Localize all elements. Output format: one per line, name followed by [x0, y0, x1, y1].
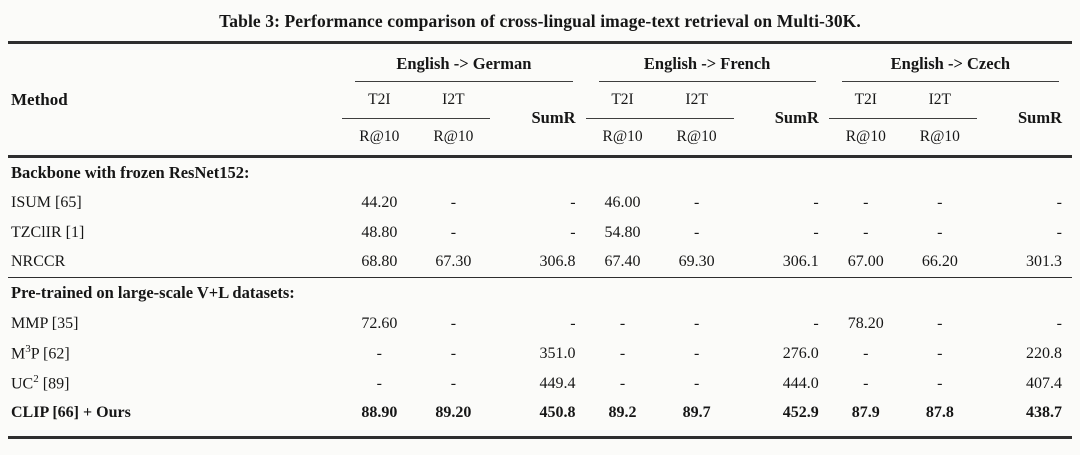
value-cell: -	[619, 314, 626, 332]
metric-header: R@10	[359, 128, 400, 145]
method-cell: CLIP [66] + Ours	[11, 403, 131, 421]
value-cell: -	[1056, 314, 1062, 332]
group-header-french	[586, 43, 829, 82]
value-cell: 88.90	[361, 403, 398, 421]
value-cell: -	[619, 344, 626, 362]
value-cell: -	[450, 344, 457, 362]
method-cell: NRCCR	[11, 253, 66, 271]
value-cell: 54.80	[604, 223, 641, 241]
sumr-header: SumR	[1017, 108, 1062, 128]
t2i-header: T2I	[586, 82, 660, 119]
value-cell: 72.60	[361, 314, 398, 332]
value-cell: -	[376, 344, 382, 362]
value-cell: -	[450, 314, 457, 332]
value-cell: -	[813, 193, 819, 211]
t2i-header: T2I	[342, 82, 416, 119]
value-cell: -	[937, 223, 943, 241]
method-cell: ISUM [65]	[11, 193, 82, 211]
value-cell: 67.30	[435, 253, 472, 271]
section-header-row	[8, 157, 1072, 188]
value-cell: 68.80	[361, 253, 398, 271]
value-cell: 67.40	[604, 253, 641, 271]
value-cell: -	[937, 374, 943, 392]
value-cell: 220.8	[1026, 344, 1062, 362]
value-cell: -	[450, 223, 457, 241]
i2t-header: I2T	[416, 82, 490, 119]
value-cell: -	[619, 374, 626, 392]
value-cell: 69.30	[678, 253, 715, 271]
value-cell: -	[1056, 193, 1062, 211]
table-row	[8, 369, 1072, 399]
table-row	[8, 339, 1072, 369]
value-cell: -	[450, 374, 457, 392]
metric-header: R@10	[602, 128, 643, 145]
value-cell: 46.00	[604, 193, 641, 211]
metric-header: R@10	[676, 128, 717, 145]
group-header-german	[342, 43, 585, 82]
method-cell: MMP [35]	[11, 314, 79, 332]
method-cell: $UC^2$ [89]	[11, 373, 70, 393]
value-cell: -	[937, 344, 943, 362]
method-cell: TZClIR [1]	[11, 223, 85, 241]
value-cell: 407.4	[1026, 374, 1062, 392]
value-cell: -	[863, 344, 869, 362]
value-cell: 78.20	[847, 314, 884, 332]
table-row	[8, 399, 1072, 438]
value-cell: 438.7	[1026, 403, 1062, 421]
value-cell: 44.20	[361, 193, 398, 211]
section-title: Backbone with frozen ResNet152:	[11, 162, 250, 182]
value-cell: -	[693, 344, 700, 362]
value-cell: -	[937, 314, 943, 332]
value-cell: 89.2	[608, 403, 637, 421]
value-cell: -	[863, 193, 869, 211]
value-cell: 87.8	[925, 403, 954, 421]
value-cell: 450.8	[539, 403, 576, 421]
table-row	[8, 188, 1072, 218]
section-header-row	[8, 278, 1072, 309]
table-row	[8, 309, 1072, 339]
table-body	[8, 157, 1072, 438]
value-cell: 67.00	[847, 253, 884, 271]
value-cell: -	[570, 193, 576, 211]
value-cell: -	[693, 314, 700, 332]
value-cell: -	[813, 223, 819, 241]
value-cell: -	[863, 223, 869, 241]
value-cell: -	[693, 374, 700, 392]
i2t-header: I2T	[903, 82, 977, 119]
value-cell: -	[570, 223, 576, 241]
value-cell: 301.3	[1026, 253, 1062, 271]
method-cell: $M^3P$ [62]	[11, 343, 70, 363]
value-cell: -	[693, 193, 700, 211]
value-cell: -	[1056, 223, 1062, 241]
group-label: English -> Czech	[842, 54, 1059, 82]
value-cell: 351.0	[539, 344, 576, 362]
sumr-header: SumR	[774, 108, 819, 128]
value-cell: 276.0	[782, 344, 819, 362]
method-column-header: Method	[11, 89, 68, 109]
value-cell: 444.0	[782, 374, 819, 392]
value-cell: -	[937, 193, 943, 211]
table-header	[8, 43, 1072, 157]
t2i-header: T2I	[829, 82, 903, 119]
value-cell: 48.80	[361, 223, 398, 241]
value-cell: -	[863, 374, 869, 392]
value-cell: 87.9	[851, 403, 880, 421]
value-cell: 306.1	[782, 253, 819, 271]
group-header-czech	[829, 43, 1072, 82]
sumr-header: SumR	[531, 108, 576, 128]
value-cell: 449.4	[539, 374, 576, 392]
value-cell: 452.9	[782, 403, 819, 421]
group-label: English -> French	[599, 54, 816, 82]
metric-header: R@10	[919, 128, 960, 145]
value-cell: -	[570, 314, 576, 332]
table-caption: Table 3: Performance comparison of cross-lingual image-text retrieval on Multi-30K.	[219, 11, 861, 31]
value-cell: 89.7	[682, 403, 711, 421]
value-cell: 66.20	[921, 253, 958, 271]
table-row	[8, 248, 1072, 278]
metric-header: R@10	[433, 128, 474, 145]
group-label: English -> German	[355, 54, 572, 82]
group-header-row	[8, 43, 1072, 82]
value-cell: -	[450, 193, 457, 211]
results-table	[8, 41, 1072, 439]
i2t-header: I2T	[660, 82, 734, 119]
value-cell: 89.20	[435, 403, 472, 421]
table-row	[8, 218, 1072, 248]
metric-header: R@10	[845, 128, 886, 145]
value-cell: 306.8	[539, 253, 576, 271]
value-cell: -	[693, 223, 700, 241]
section-title: Pre-trained on large-scale V+L datasets:	[8, 278, 1072, 309]
value-cell: -	[376, 374, 382, 392]
value-cell: -	[813, 314, 819, 332]
